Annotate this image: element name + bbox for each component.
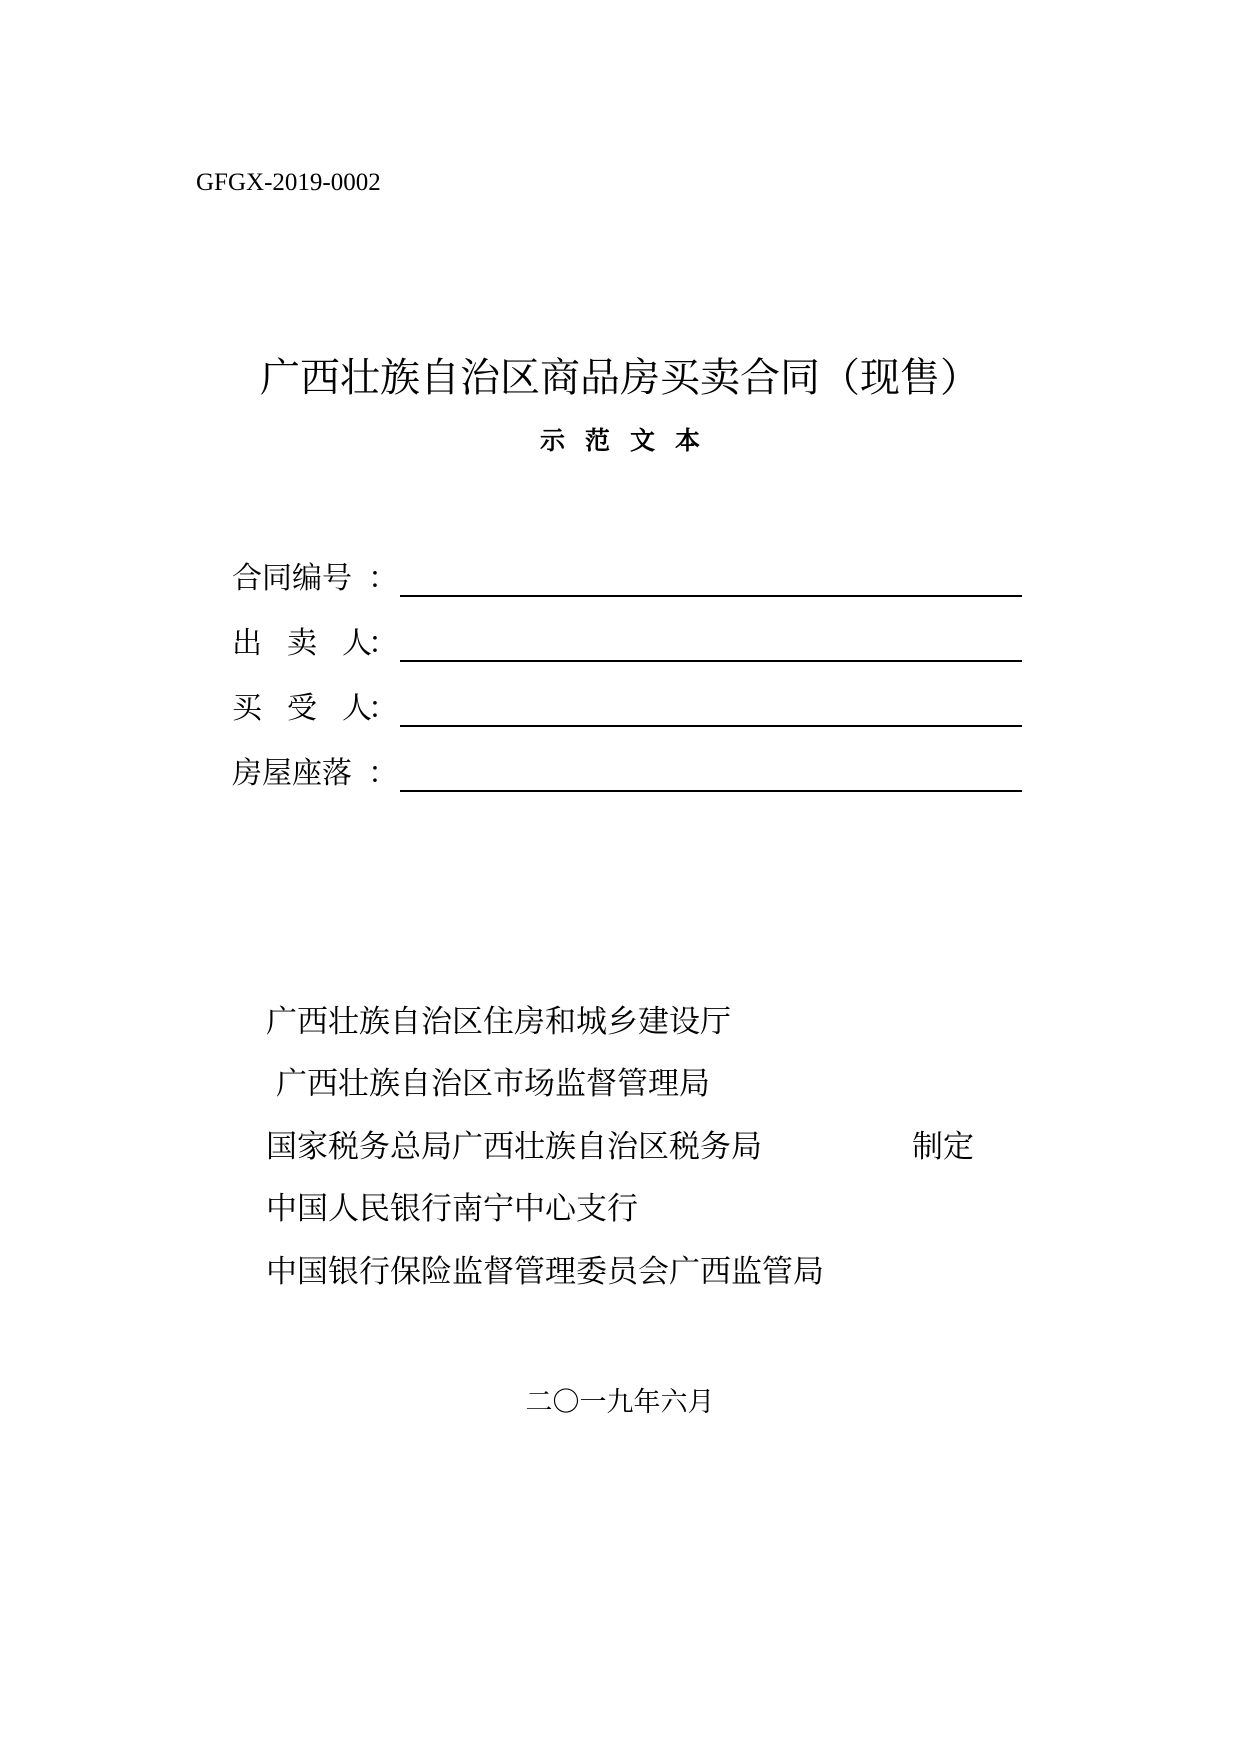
document-date: 二〇一九年六月 <box>525 1387 715 1418</box>
document-subtitle: 示范文本 <box>539 426 720 455</box>
field-underline[interactable] <box>400 595 1022 597</box>
field-underline[interactable] <box>400 790 1022 792</box>
field-label: 买 受 人 <box>232 691 372 726</box>
document-title: 广西壮族自治区商品房买卖合同（现售） <box>260 355 980 401</box>
field-underline[interactable] <box>400 660 1022 662</box>
field-colon: ： <box>368 561 398 596</box>
field-label: 房屋座落 <box>232 756 352 791</box>
field-buyer[interactable] <box>232 687 1022 731</box>
field-seller[interactable] <box>232 622 1022 666</box>
issued-mark: 制定 <box>912 1129 974 1165</box>
issuer-central-bank-branch: 中国人民银行南宁中心支行 <box>266 1191 638 1227</box>
field-colon: ： <box>368 691 398 726</box>
field-underline[interactable] <box>400 725 1022 727</box>
field-label: 合同编号 <box>232 561 352 596</box>
issuer-tax-bureau: 国家税务总局广西壮族自治区税务局 <box>266 1129 762 1165</box>
document-code: GFGX-2019-0002 <box>196 169 381 196</box>
field-colon: ： <box>368 626 398 661</box>
field-colon: ： <box>368 756 398 791</box>
issuer-market-regulation: 广西壮族自治区市场监督管理局 <box>276 1066 710 1102</box>
issuer-banking-insurance-regulator: 中国银行保险监督管理委员会广西监管局 <box>266 1254 824 1290</box>
field-property-location[interactable] <box>232 752 1022 796</box>
field-contract-number[interactable] <box>232 557 1022 601</box>
issuer-housing-department: 广西壮族自治区住房和城乡建设厅 <box>266 1004 731 1040</box>
field-label: 出 卖 人 <box>232 626 372 661</box>
